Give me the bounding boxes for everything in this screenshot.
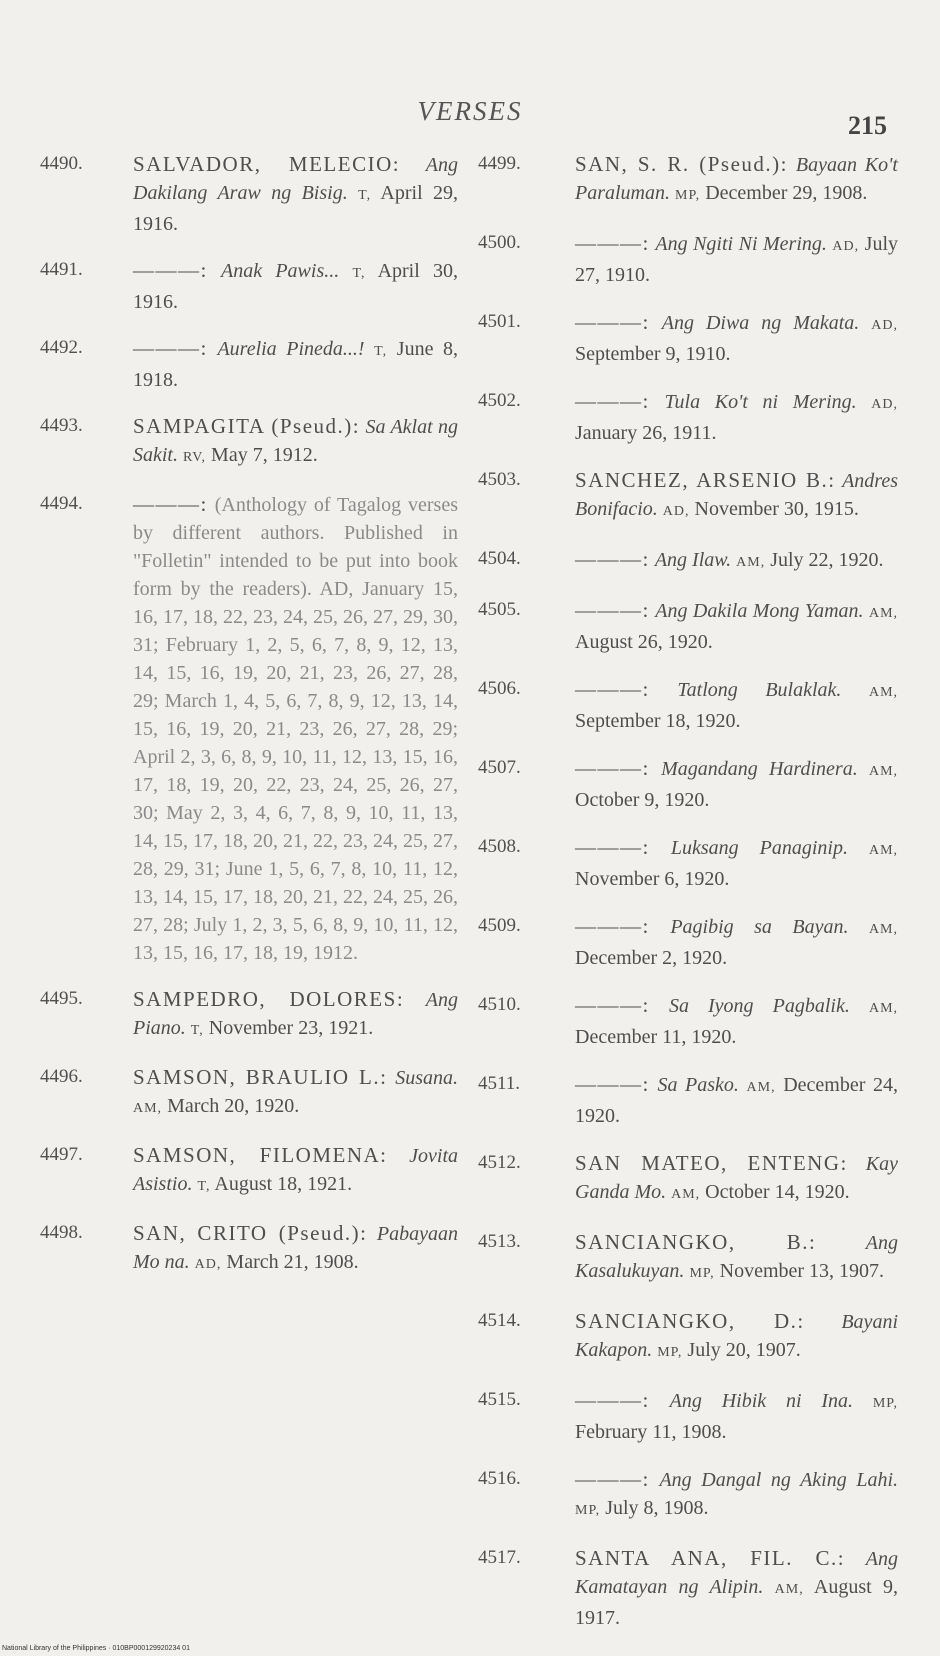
bibliography-entry	[40, 490, 458, 967]
entry-number: 4503.	[478, 469, 521, 490]
bibliography-entry	[478, 675, 898, 735]
periodical-code: MP,	[575, 1503, 601, 1518]
poem-title: Anak Pawis...	[221, 260, 340, 282]
periodical-code: AM,	[868, 685, 899, 700]
entry-number: 4504.	[478, 548, 521, 569]
publication-date: January 26, 1911.	[575, 422, 717, 444]
author-name: ———:	[575, 993, 650, 1017]
page-number: 215	[848, 111, 887, 140]
author-name: SANTA ANA, FIL. C.:	[575, 1546, 846, 1570]
publication-date: July 20, 1907.	[687, 1339, 801, 1361]
author-name: ———:	[575, 389, 650, 413]
author-name: SAMSON, FILOMENA:	[133, 1143, 388, 1167]
periodical-code: MP,	[689, 1266, 715, 1281]
author-name: SAMSON, BRAULIO L.:	[133, 1065, 388, 1089]
periodical-code: T,	[197, 1179, 211, 1194]
bibliography-entry	[478, 1070, 898, 1130]
author-name: SANCHEZ, ARSENIO B.:	[575, 468, 836, 492]
bibliography-entry	[478, 833, 898, 893]
bibliography-entry	[40, 1219, 458, 1279]
poem-title: Sa Aklat ng Sakit.	[133, 416, 458, 466]
periodical-code: MP,	[657, 1345, 683, 1360]
author-name: SAN, CRITO (Pseud.):	[133, 1221, 368, 1245]
entry-number: 4507.	[478, 757, 521, 778]
bibliography-entry	[478, 387, 898, 447]
entry-number: 4497.	[40, 1144, 83, 1165]
publication-date: February 11, 1908.	[575, 1421, 727, 1443]
publication-date: July 8, 1908.	[605, 1497, 709, 1519]
periodical-code: T,	[374, 344, 388, 359]
periodical-code: RV,	[183, 450, 207, 465]
author-name: ———:	[575, 1467, 650, 1491]
poem-title: Ang Hibik ni Ina.	[669, 1390, 853, 1412]
bibliography-entry	[478, 1544, 898, 1632]
publication-date: July 27, 1910.	[575, 233, 899, 286]
publication-date: August 9, 1917.	[575, 1576, 898, 1629]
author-name: SAN MATEO, ENTENG:	[575, 1151, 848, 1175]
author-name: ———:	[575, 598, 650, 622]
periodical-code: AM,	[868, 922, 898, 937]
publication-date: May 7, 1912.	[211, 444, 318, 466]
periodical-code: AD,	[871, 318, 898, 333]
publication-date: August 18, 1921.	[214, 1173, 353, 1195]
publication-date: March 20, 1920.	[167, 1095, 300, 1117]
entry-number: 4502.	[478, 390, 521, 411]
poem-title: Ang Diwa ng Makata.	[661, 312, 860, 334]
entry-number: 4506.	[478, 678, 521, 699]
entry-number: 4500.	[478, 232, 521, 253]
author-name: SANCIANGKO, B.:	[575, 1230, 817, 1254]
poem-title: Tula Ko't ni Mering.	[664, 391, 857, 413]
author-name: ———:	[575, 231, 650, 255]
author-name: ———:	[133, 492, 208, 516]
entry-number: 4509.	[478, 915, 521, 936]
bibliography-entry	[478, 1386, 898, 1446]
publication-date: June 8, 1918.	[133, 338, 459, 391]
bibliography-entry	[40, 1063, 458, 1123]
periodical-code: AM,	[868, 606, 899, 621]
periodical-code: AM,	[868, 764, 899, 779]
entry-number: 4494.	[40, 493, 83, 514]
poem-title: Andres Bonifacio.	[575, 470, 898, 520]
author-name: SAMPAGITA (Pseud.):	[133, 414, 361, 438]
poem-title: Pagibig sa Bayan.	[670, 916, 849, 938]
author-name: ———:	[575, 677, 650, 701]
bibliography-entry	[478, 754, 898, 814]
entry-number: 4498.	[40, 1222, 83, 1243]
poem-title: Tatlong Bulaklak.	[677, 679, 842, 701]
bibliography-entry	[478, 308, 898, 368]
entry-number: 4491.	[40, 259, 83, 280]
periodical-code: AM,	[671, 1187, 701, 1202]
page-title: VERSES	[417, 96, 523, 126]
periodical-code: AM,	[868, 843, 899, 858]
periodical-code: AD,	[194, 1257, 222, 1272]
bibliography-entry	[478, 1228, 898, 1288]
entry-number: 4492.	[40, 337, 83, 358]
publication-date: August 26, 1920.	[575, 631, 713, 653]
poem-title: Susana.	[395, 1067, 458, 1089]
entry-number: 4510.	[478, 994, 521, 1015]
periodical-code: AM,	[774, 1582, 804, 1597]
publication-date: September 18, 1920.	[575, 710, 741, 732]
bibliography-entry	[478, 229, 898, 289]
poem-title: Pabayaan Mo na.	[133, 1223, 459, 1273]
bibliography-entry	[40, 334, 458, 394]
bibliography-entry	[40, 150, 458, 238]
poem-title: Aurelia Pineda...!	[217, 338, 365, 360]
publication-date: November 23, 1921.	[208, 1017, 374, 1039]
author-name: SAN, S. R. (Pseud.):	[575, 152, 788, 176]
entry-number: 4512.	[478, 1152, 521, 1173]
periodical-code: MP,	[675, 188, 701, 203]
entry-number: 4495.	[40, 988, 83, 1009]
poem-title: Jovita Asistio.	[133, 1145, 459, 1195]
entry-number: 4513.	[478, 1231, 521, 1252]
poem-title: Bayaan Ko't Paraluman.	[575, 154, 898, 204]
entry-number: 4516.	[478, 1468, 521, 1489]
periodical-code: AD,	[662, 504, 690, 519]
scan-credit-footer: National Library of the Philippines · 010BP000129920234 01	[2, 1645, 190, 1652]
entry-number: 4490.	[40, 153, 83, 174]
poem-title: Kay Ganda Mo.	[575, 1153, 899, 1203]
bibliography-entry	[40, 412, 458, 472]
publication-date: October 14, 1920.	[705, 1181, 850, 1203]
publication-date: July 22, 1920.	[770, 549, 884, 571]
publication-date: December 11, 1920.	[575, 1026, 737, 1048]
periodical-code: AM,	[133, 1101, 163, 1116]
poem-title: Ang Ngiti Ni Mering.	[655, 233, 827, 255]
poem-title: Ang Dakila Mong Yaman.	[655, 600, 864, 622]
publication-date: March 21, 1908.	[226, 1251, 359, 1273]
right-column	[478, 150, 898, 1651]
publication-date: November 6, 1920.	[575, 868, 730, 890]
author-name: ———:	[575, 1388, 650, 1412]
bibliography-entry	[478, 1465, 898, 1525]
publication-date: November 30, 1915.	[694, 498, 859, 520]
poem-title: Ang Dakilang Araw ng Bisig.	[133, 154, 458, 204]
bibliography-entry	[478, 912, 898, 972]
publication-date: September 9, 1910.	[575, 343, 731, 365]
poem-title: Luksang Panaginip.	[670, 837, 848, 859]
entry-number: 4505.	[478, 599, 521, 620]
poem-title: Ang Kamatayan ng Alipin.	[575, 1548, 898, 1598]
poem-title: Magandang Hardinera.	[661, 758, 858, 780]
entry-number: 4517.	[478, 1547, 521, 1568]
bibliography-entry	[478, 545, 898, 577]
author-name: SALVADOR, MELECIO:	[133, 152, 401, 176]
poem-title: Ang Piano.	[133, 989, 458, 1039]
author-name: ———:	[575, 547, 650, 571]
entry-number: 4508.	[478, 836, 521, 857]
periodical-code: T,	[352, 266, 366, 281]
poem-title: Ang Ilaw.	[654, 549, 732, 571]
publication-date: December 2, 1920.	[575, 947, 728, 969]
bibliography-entry	[478, 1307, 898, 1367]
publication-date: December 24, 1920.	[575, 1074, 898, 1127]
entry-number: 4496.	[40, 1066, 83, 1087]
bibliography-entry	[478, 991, 898, 1051]
periodical-code: T,	[358, 188, 372, 203]
periodical-code: T,	[190, 1023, 204, 1038]
periodical-code: AD,	[832, 239, 860, 254]
bibliography-entry	[40, 256, 458, 316]
periodical-code: AM,	[746, 1080, 776, 1095]
entry-number: 4514.	[478, 1310, 521, 1331]
publication-date: November 13, 1907.	[719, 1260, 885, 1282]
entry-number: 4493.	[40, 415, 83, 436]
bibliography-entry	[478, 1149, 898, 1209]
publication-date: December 29, 1908.	[705, 182, 868, 204]
bibliography-entry	[40, 1141, 458, 1201]
author-name: ———:	[575, 756, 650, 780]
entry-number: 4515.	[478, 1389, 521, 1410]
periodical-code: MP,	[872, 1396, 899, 1411]
poem-title: Bayani Kakapon.	[575, 1311, 898, 1361]
left-column	[40, 150, 458, 1297]
author-name: SAMPEDRO, DOLORES:	[133, 987, 405, 1011]
periodical-code: AD,	[871, 397, 899, 412]
poem-title: Ang Dangal ng Aking Lahi.	[659, 1469, 898, 1491]
poem-title: Ang Kasalukuyan.	[575, 1232, 898, 1282]
publication-date: April 30, 1916.	[133, 260, 458, 313]
bibliography-entry	[40, 985, 458, 1045]
publication-date: (Anthology of Tagalog verses by different authors. Published in "Folletin" intended to be put into book form by the readers). AD, January 15, 16, 17, 18, 22, 23, 24, 25, 26, 27, 29, 30, 31; February 1, 2, 5, 6, 7, 8, 9, 12, 13, 14, 15, 16, 19, 20, 21, 23, 26, 27, 28, 29; March 1, 4, 5, 6, 7, 8, 9, 12, 13, 14, 15, 16, 19, 20, 21, 23, 26, 27, 28, 29; April 2, 3, 6, 8, 9, 10, 11, 12, 13, 15, 16, 17, 18, 19, 20, 22, 23, 24, 25, 26, 27, 30; May 2, 3, 4, 6, 7, 8, 9, 10, 11, 13, 14, 15, 17, 18, 20, 21, 22, 23, 24, 25, 27, 28, 29, 31; June 1, 5, 6, 7, 8, 10, 11, 12, 13, 14, 15, 17, 18, 20, 21, 22, 24, 25, 26, 27, 28; July 1, 2, 3, 5, 6, 8, 9, 10, 11, 12, 13, 15, 16, 17, 18, 19, 1912.	[133, 494, 458, 964]
periodical-code: AM,	[736, 555, 766, 570]
bibliography-entry	[478, 596, 898, 656]
author-name: ———:	[133, 336, 208, 360]
author-name: ———:	[133, 258, 208, 282]
author-name: ———:	[575, 310, 650, 334]
poem-title: Sa Pasko.	[657, 1074, 739, 1096]
entry-number: 4501.	[478, 311, 521, 332]
entry-number: 4511.	[478, 1073, 521, 1094]
author-name: SANCIANGKO, D.:	[575, 1309, 805, 1333]
author-name: ———:	[575, 914, 650, 938]
periodical-code: AM,	[868, 1001, 899, 1016]
author-name: ———:	[575, 835, 650, 859]
poem-title: Sa Iyong Pagbalik.	[668, 995, 850, 1017]
publication-date: April 29, 1916.	[133, 182, 459, 235]
entry-number: 4499.	[478, 153, 521, 174]
author-name: ———:	[575, 1072, 650, 1096]
bibliography-entry	[478, 150, 898, 210]
bibliography-entry	[478, 466, 898, 526]
publication-date: October 9, 1920.	[575, 789, 710, 811]
